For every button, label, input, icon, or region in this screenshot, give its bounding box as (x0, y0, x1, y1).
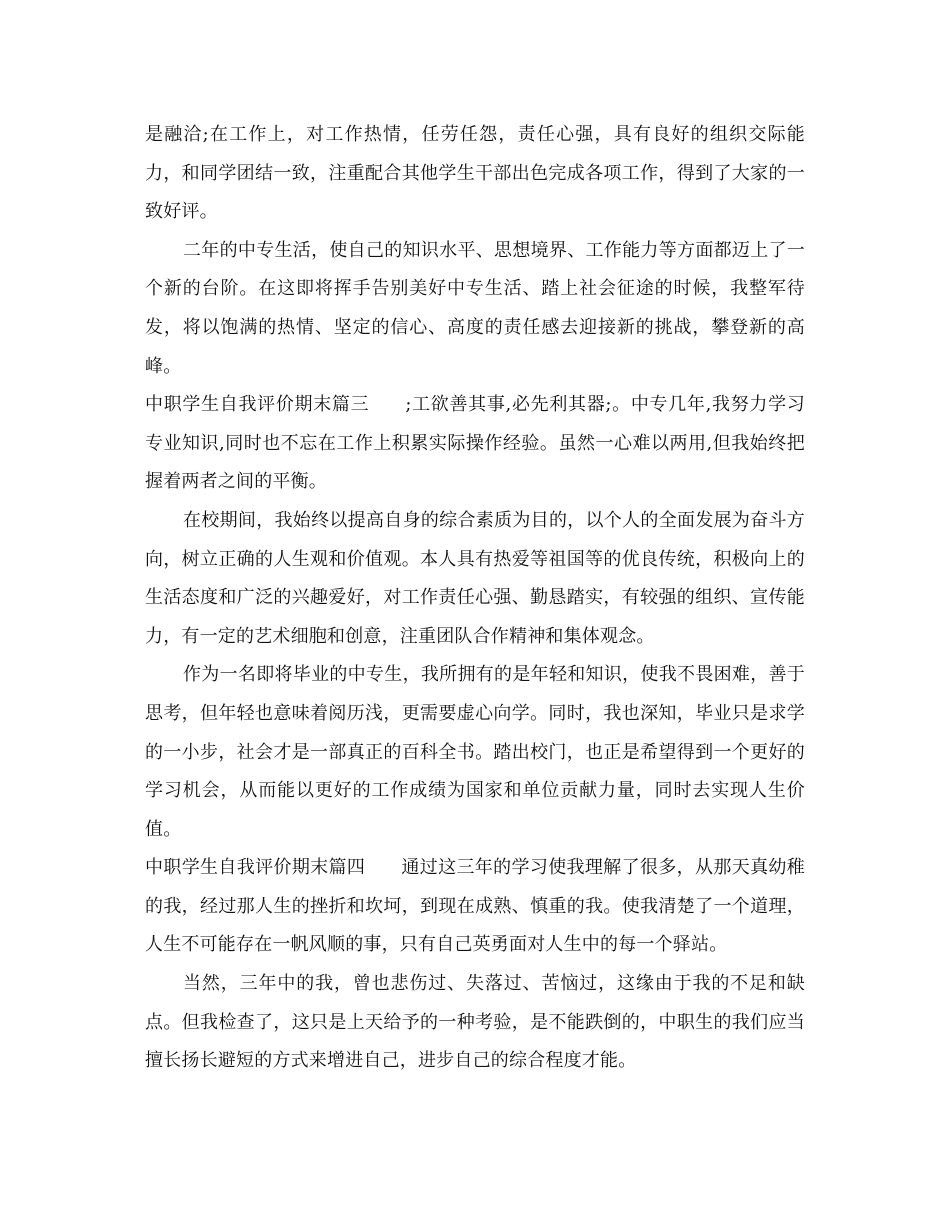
section-3-paragraph-2: 作为一名即将毕业的中专生，我所拥有的是年轻和知识，使我不畏困难，善于思考，但年轻也意味着阅历浅，更需要虚心向学。同时，我也深知，毕业只是求学的一小步，社会才是一部真正的百科全书。踏出校门，也正是希望得到一个更好的学习机会，从而能以更好的工作成绩为国家和单位贡献力量，同时去实现人生价值。 (145, 664, 805, 840)
section-3-lead: ;工欲善其事,必先利其器;。中专几年,我努力学习专业知识,同时也不忘在工作上积累实际操作经验。虽然一心难以两用,但我始终把握着两者之间的平衡。 (145, 394, 805, 493)
section-4-heading: 中职学生自我评价期末篇四 (145, 857, 366, 879)
section-3-paragraph-1: 在校期间，我始终以提高自身的综合素质为目的，以个人的全面发展为奋斗方向，树立正确的人生观和价值观。本人具有热爱等祖国等的优良传统，积极向上的生活态度和广泛的兴趣爱好，对工作责任心强、勤恳踏实，有较强的组织、宣传能力，有一定的艺术细胞和创意，注重团队合作精神和集体观念。 (145, 509, 805, 647)
document-body (145, 116, 805, 1081)
paragraph-1: 是融洽;在工作上，对工作热情，任劳任怨，责任心强，具有良好的组织交际能力，和同学团结一致，注重配合其他学生干部出色完成各项工作，得到了大家的一致好评。 (145, 124, 805, 223)
section-4-paragraph-1: 当然，三年中的我，曾也悲伤过、失落过、苦恼过，这缘由于我的不足和缺点。但我检查了，这只是上天给予的一种考验，是不能跌倒的，中职生的我们应当擅长扬长避短的方式来增进自己，进步自己的综合程度才能。 (145, 973, 805, 1072)
section-4-lead: 通过这三年的学习使我理解了很多，从那天真幼稚的我，经过那人生的挫折和坎坷，到现在成熟、慎重的我。使我清楚了一个道理，人生不可能存在一帆风顺的事，只有自己英勇面对人生中的每一个驿站。 (145, 857, 805, 956)
section-3-heading: 中职学生自我评价期末篇三 (145, 394, 370, 416)
paragraph-2: 二年的中专生活，使自己的知识水平、思想境界、工作能力等方面都迈上了一个新的台阶。在这即将挥手告别美好中专生活、踏上社会征途的时候，我整军待发，将以饱满的热情、坚定的信心、高度的责任感去迎接新的挑战，攀登新的高峰。 (145, 239, 805, 377)
section-3-intro (145, 386, 805, 502)
section-4-intro (145, 849, 805, 965)
